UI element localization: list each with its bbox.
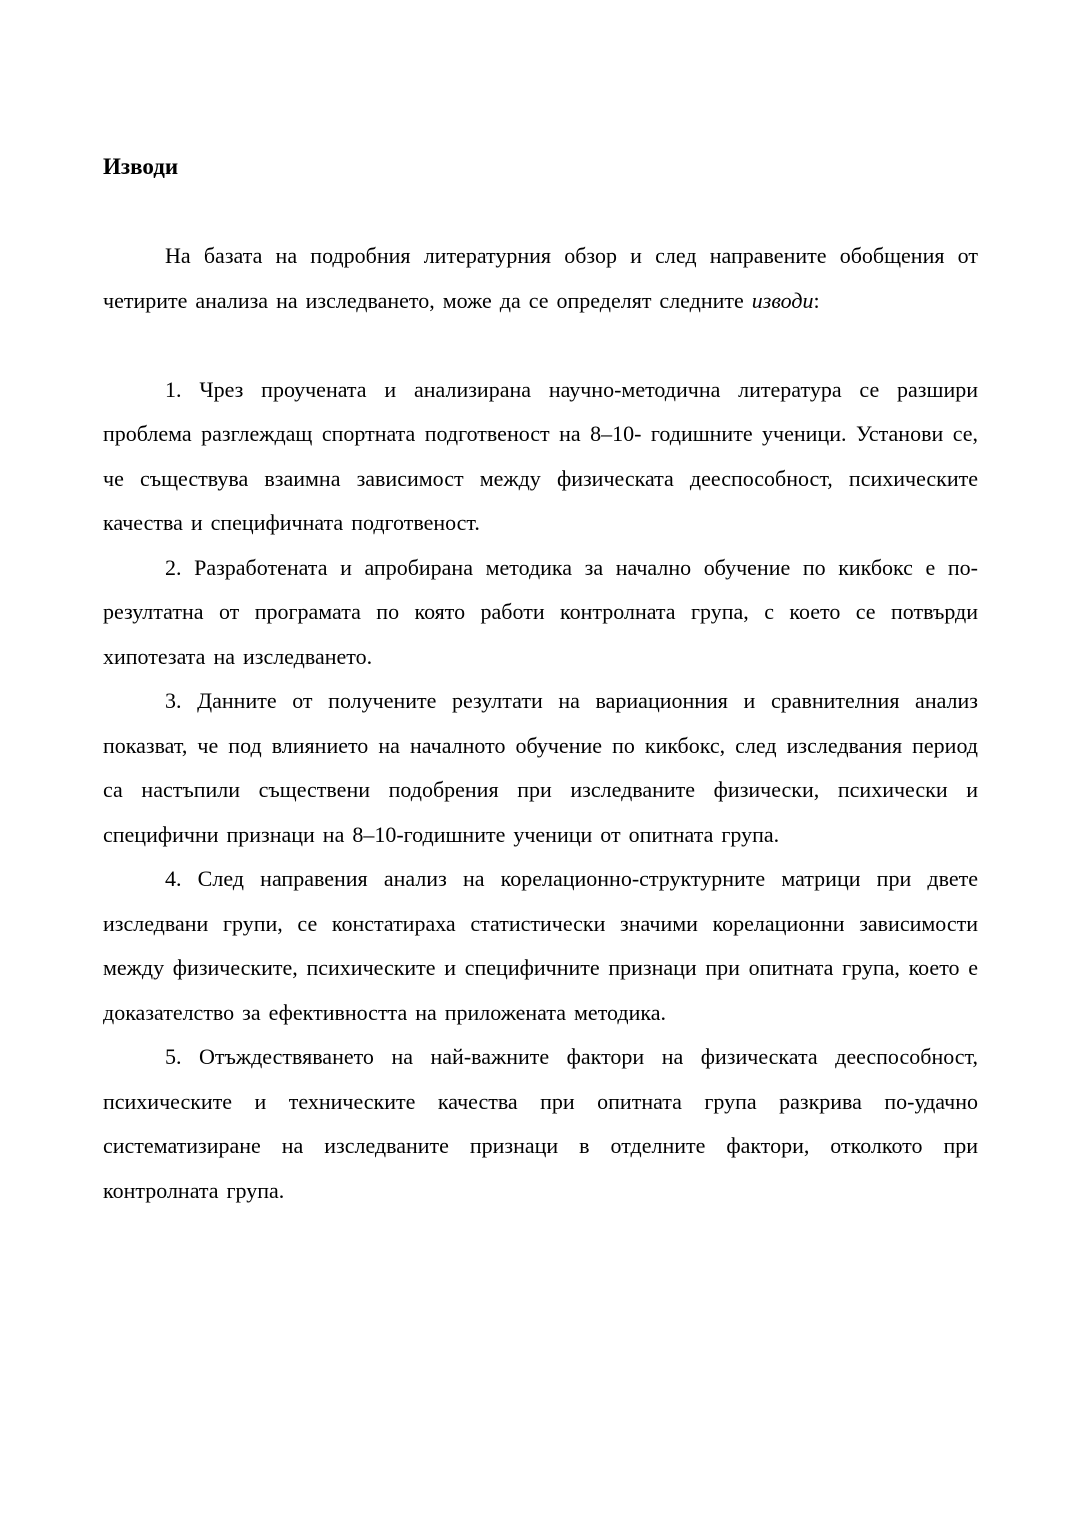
conclusion-point-5: 5. Отъждествяването на най-важните фактори на физическата дееспособност, психическите и техническите качества при опитната група разкрива по-удачно систематизиране на изследваните признаци в отделните фактори, отколкото при контролната група. bbox=[103, 1044, 978, 1203]
conclusion-point-4: 4. След направения анализ на корелационно-структурните матрици при двете изследвани групи, се констатираха статистически значими корелационни зависимости между физическите, психическите и специфичните признаци при опитната група, което е доказателство за ефективността на приложената методика. bbox=[103, 866, 978, 1025]
conclusion-point-3: 3. Данните от получените резултати на вариационния и сравнителния анализ показват, че под влиянието на началното обучение по кикбокс, след изследвания период са настъпили съществени подобрения при изследваните физически, психически и специфични признаци на 8–10-годишните ученици от опитната група. bbox=[103, 688, 978, 847]
document-heading: Изводи bbox=[103, 154, 179, 179]
conclusion-point-1: 1. Чрез проучената и анализирана научно-методична литература се разшири проблема разглеждащ спортната подготвеност на 8–10- годишните ученици. Установи се, че съществува взаимна зависимост между физическата дееспособност, психическите качества и специфичната подготвеност. bbox=[103, 376, 978, 535]
intro-text-emphasis: изводи bbox=[751, 287, 814, 313]
conclusion-point-2: 2. Разработената и апробирана методика за начално обучение по кикбокс е по-резултатна от програмата по която работи контролната група, с което се потвърди хипотезата на изследването. bbox=[103, 554, 978, 669]
intro-text-tail: : bbox=[813, 287, 820, 313]
intro-paragraph bbox=[103, 234, 978, 323]
intro-text-lead: На базата на подробния литературния обзор и след направените обобщения от четирите анализа на изследването, може да се определят следните bbox=[103, 243, 978, 313]
